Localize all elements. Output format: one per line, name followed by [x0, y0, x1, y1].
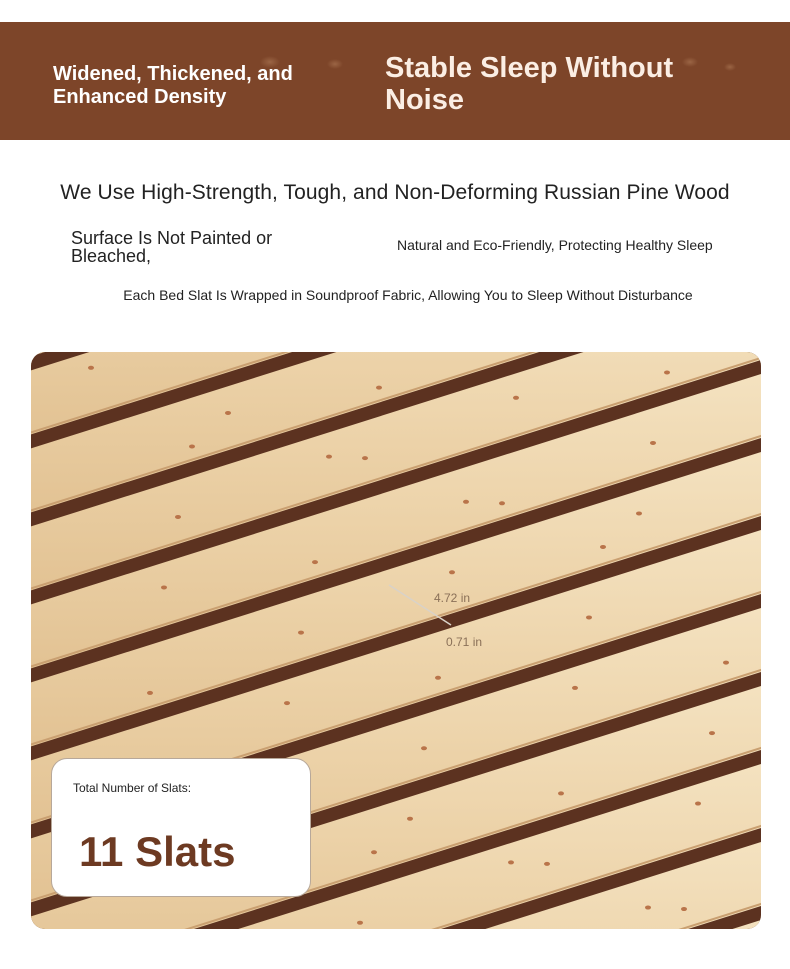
wood-knot	[284, 701, 290, 705]
wood-knot	[449, 570, 455, 574]
wood-knot	[664, 370, 670, 374]
wood-knot	[435, 676, 441, 680]
wood-knot	[421, 746, 427, 750]
wood-knot	[312, 560, 318, 564]
feature-eco: Natural and Eco-Friendly, Protecting Healthy Sleep	[397, 237, 713, 253]
slat-count-value: 11 Slats	[79, 828, 236, 875]
wood-knot	[499, 501, 505, 505]
headline: We Use High-Strength, Tough, and Non-Deforming Russian Pine Wood	[60, 181, 730, 204]
wood-knot	[463, 500, 469, 504]
top-strip	[0, 0, 790, 22]
banner-right-text: Stable Sleep Without Noise	[385, 52, 674, 116]
wood-knot	[371, 850, 377, 854]
wood-knot	[326, 455, 332, 459]
wood-knot	[586, 615, 592, 619]
wood-knot	[298, 631, 304, 635]
header-banner	[0, 22, 790, 140]
wood-knot	[513, 396, 519, 400]
banner-left-text: Widened, Thickened, and Enhanced Density	[53, 63, 293, 108]
wood-knot	[161, 585, 167, 589]
wood-knot	[695, 802, 701, 806]
wood-knot	[572, 686, 578, 690]
wood-knot	[681, 907, 687, 911]
wood-knot	[508, 860, 514, 864]
width-dimension-label: 4.72 in	[434, 591, 471, 605]
wood-knot	[225, 411, 231, 415]
feature-fabric: Each Bed Slat Is Wrapped in Soundproof Fabric, Allowing You to Sleep Without Disturbance	[123, 287, 693, 303]
feature-surface: Surface Is Not Painted or Bleached,	[71, 228, 273, 266]
wood-knot	[544, 862, 550, 866]
wood-knot	[709, 731, 715, 735]
wood-knot	[558, 791, 564, 795]
thickness-dimension-label: 0.71 in	[446, 635, 483, 649]
wood-knot	[407, 817, 413, 821]
wood-knot	[175, 515, 181, 519]
slat-count-card	[51, 758, 311, 897]
wood-knot	[147, 691, 153, 695]
wood-knot	[636, 511, 642, 515]
wood-knot	[600, 545, 606, 549]
slat-count-label: Total Number of Slats:	[73, 781, 192, 795]
wood-knot	[376, 386, 382, 390]
wood-knot	[189, 444, 195, 448]
wood-knot	[88, 366, 94, 370]
wood-knot	[645, 906, 651, 910]
wood-knot	[650, 441, 656, 445]
wood-knot	[362, 456, 368, 460]
wood-knot	[357, 921, 363, 925]
wood-knot	[723, 661, 729, 665]
